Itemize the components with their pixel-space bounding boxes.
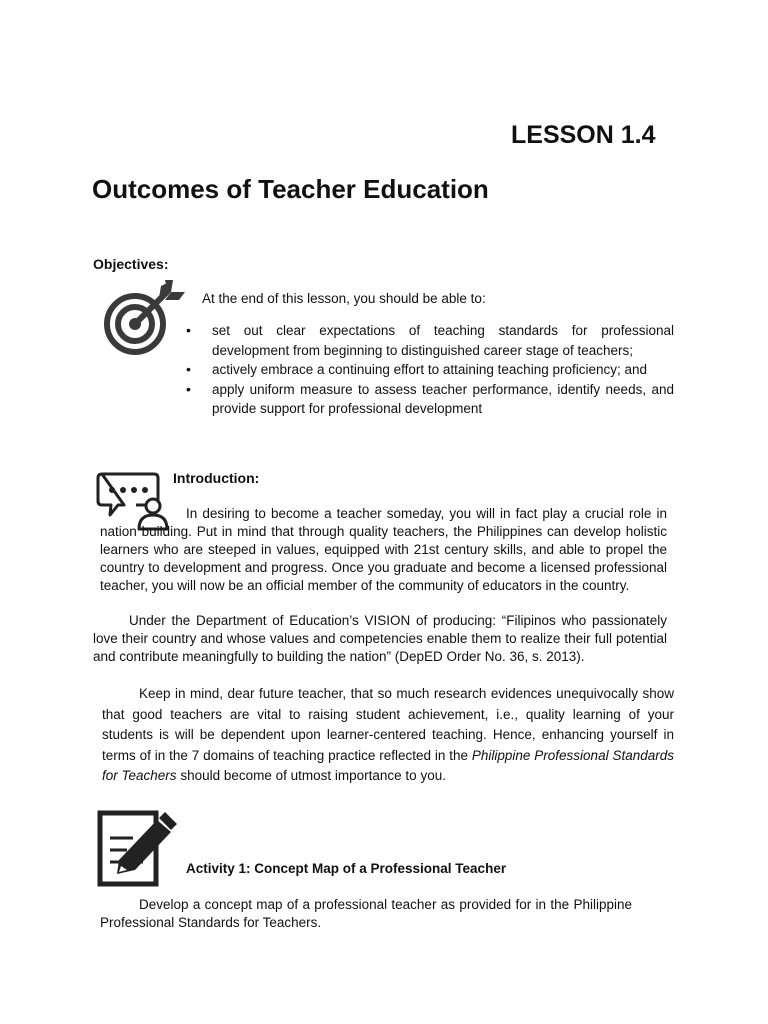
- objectives-list: [186, 321, 674, 419]
- activity-title: Activity 1: Concept Map of a Professional Teacher: [186, 861, 507, 876]
- list-item: • actively embrace a continuing effort to attaining teaching proficiency; and: [186, 360, 674, 380]
- intro-paragraph-2: Under the Department of Education’s VISION of producing: “Filipinos who passionately love their country and whose values and competencies enable them to realize their full potential and contribute meaningfully to building the nation” (DepED Order No. 36, s. 2013).: [93, 613, 667, 664]
- activity-instructions: Develop a concept map of a professional teacher as provided for in the Philippine Professional Standards for Teachers.: [100, 897, 632, 930]
- intro-paragraph-1: In desiring to become a teacher someday, you will in fact play a crucial role in nation building. Put in mind that through quality teachers, the Philippines can develop holistic learners who are steeped in values, equipped with 21st century skills, and able to propel the country to development and progress. Once you graduate and become a licensed professional teacher, you will now be an official member of the community of educators in the country.: [100, 506, 667, 593]
- list-item: • apply uniform measure to assess teacher performance, identify needs, and provide support for professional development: [186, 380, 674, 419]
- document-pen-icon: [97, 810, 179, 888]
- page-title: Outcomes of Teacher Education: [92, 174, 489, 204]
- objectives-heading: Objectives:: [93, 256, 169, 272]
- intro-paragraph-3-text: Keep in mind, dear future teacher, that so much research evidences unequivocally show that good teachers are vital to raising student achievement, i.e., quality learning of your students is will be dependent upon learner-centered teaching. Hence, enhancing yourself in terms of in the 7 domains of teaching practice reflected in the: [102, 686, 674, 763]
- objectives-intro: At the end of this lesson, you should be able to:: [202, 291, 486, 306]
- intro-paragraph-3: [102, 684, 674, 787]
- intro-paragraph-3-end: should become of utmost importance to you.: [180, 768, 446, 783]
- lesson-label: LESSON 1.4: [511, 121, 656, 149]
- target-icon: [101, 278, 187, 358]
- introduction-heading: Introduction:: [173, 470, 260, 486]
- list-item: • set out clear expectations of teaching standards for professional development from beginning to distinguished career stage of teachers;: [186, 321, 674, 360]
- standards-reference: Philippine Professional Standards for Teachers: [102, 747, 674, 783]
